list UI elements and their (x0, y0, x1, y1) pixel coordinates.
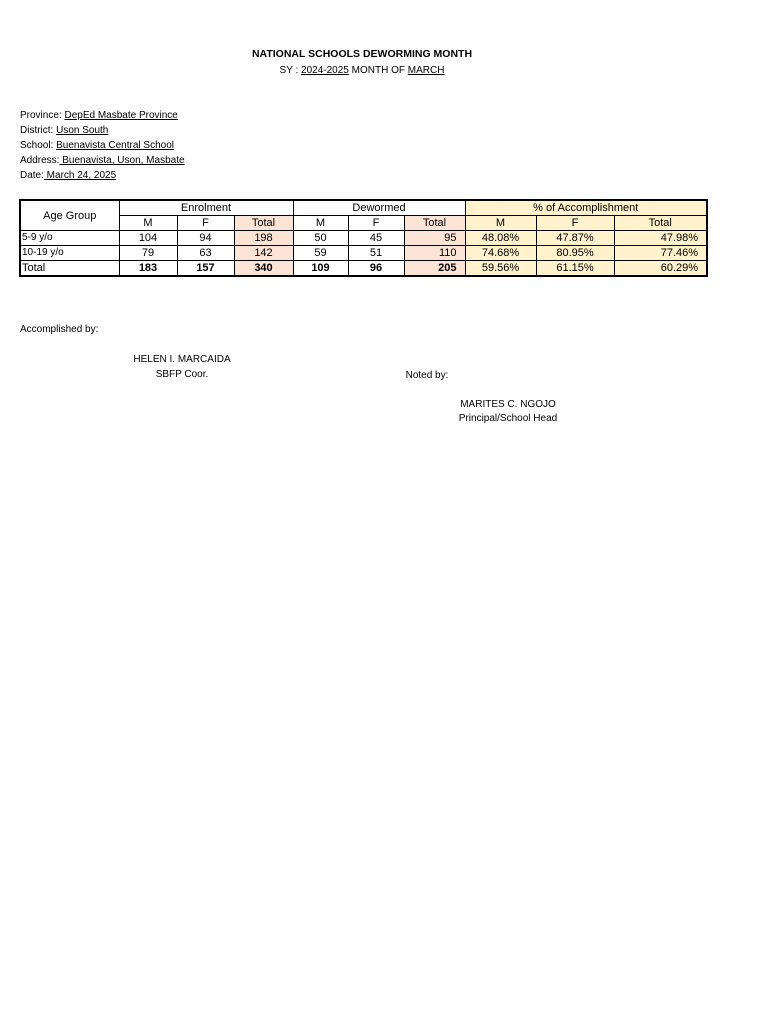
address-label: Address: (20, 155, 60, 166)
dewormed-total: 205 (404, 261, 465, 277)
pct-total: 60.29% (614, 261, 707, 277)
dewormed-m-header: M (293, 216, 348, 231)
date-label: Date: (20, 170, 44, 181)
accomplished-name: HELEN I. MARCAIDA (133, 354, 231, 365)
month-label: MONTH OF (348, 65, 408, 76)
school-label: School: (20, 140, 57, 151)
sy-label: SY : (279, 65, 302, 76)
pct-m: 48.08% (465, 231, 536, 246)
dewormed-f-header: F (348, 216, 404, 231)
dewormed-f: 45 (348, 231, 404, 246)
enrolment-header: Enrolment (119, 200, 293, 216)
enrolment-total: 198 (234, 231, 293, 246)
accomplishment-header: % of Accomplishment (465, 200, 707, 216)
province-line (20, 110, 178, 121)
table-header-row (20, 200, 707, 216)
district-label: District: (20, 125, 57, 136)
table-subheader-row (20, 216, 707, 231)
row-age-group: Total (20, 261, 119, 277)
dewormed-f: 51 (348, 246, 404, 261)
enrolment-f: 157 (177, 261, 234, 277)
enrolment-m: 183 (119, 261, 177, 277)
pct-total: 77.46% (614, 246, 707, 261)
pct-f: 47.87% (536, 231, 614, 246)
noted-name: MARITES C. NGOJO (460, 399, 556, 410)
enrolment-f-header: F (177, 216, 234, 231)
pct-total-header: Total (614, 216, 707, 231)
date-line (20, 170, 116, 181)
enrolment-f: 63 (177, 246, 234, 261)
pct-total: 47.98% (614, 231, 707, 246)
dewormed-m: 50 (293, 231, 348, 246)
district-line (20, 125, 108, 136)
dewormed-total: 95 (404, 231, 465, 246)
pct-f: 80.95% (536, 246, 614, 261)
address-value: Buenavista, Uson, Masbate (59, 155, 185, 166)
school-line (20, 140, 174, 151)
pct-f-header: F (536, 216, 614, 231)
pct-f: 61.15% (536, 261, 614, 277)
enrolment-m: 104 (119, 231, 177, 246)
province-label: Province: (20, 110, 65, 121)
noted-title: Principal/School Head (458, 413, 558, 424)
report-title: NATIONAL SCHOOLS DEWORMING MONTH (251, 48, 473, 60)
pct-m: 74.68% (465, 246, 536, 261)
noted-by-label: Noted by: (405, 370, 449, 381)
month-value: MARCH (407, 65, 445, 76)
sy-value: 2024-2025 (301, 65, 349, 76)
dewormed-total: 110 (404, 246, 465, 261)
dewormed-header: Dewormed (293, 200, 465, 216)
enrolment-total: 142 (234, 246, 293, 261)
row-age-group: 5-9 y/o (20, 231, 119, 246)
deworming-table (19, 199, 708, 277)
district-value: Uson South (56, 125, 109, 136)
table-row (20, 231, 707, 246)
enrolment-total-header: Total (234, 216, 293, 231)
table-row (20, 246, 707, 261)
dewormed-m: 109 (293, 261, 348, 277)
province-value: DepEd Masbate Province (64, 110, 178, 121)
dewormed-f: 96 (348, 261, 404, 277)
enrolment-f: 94 (177, 231, 234, 246)
accomplished-by-label: Accomplished by: (20, 324, 99, 335)
age-group-header: Age Group (20, 200, 119, 231)
dewormed-m: 59 (293, 246, 348, 261)
address-line (20, 155, 185, 166)
enrolment-total: 340 (234, 261, 293, 277)
pct-m: 59.56% (465, 261, 536, 277)
table-total-row (20, 261, 707, 277)
enrolment-m-header: M (119, 216, 177, 231)
pct-m-header: M (465, 216, 536, 231)
school-value: Buenavista Central School (56, 140, 174, 151)
school-year-line (0, 65, 724, 76)
date-value: March 24, 2025 (43, 170, 117, 181)
row-age-group: 10-19 y/o (20, 246, 119, 261)
dewormed-total-header: Total (404, 216, 465, 231)
accomplished-title: SBFP Coor. (155, 369, 209, 380)
enrolment-m: 79 (119, 246, 177, 261)
